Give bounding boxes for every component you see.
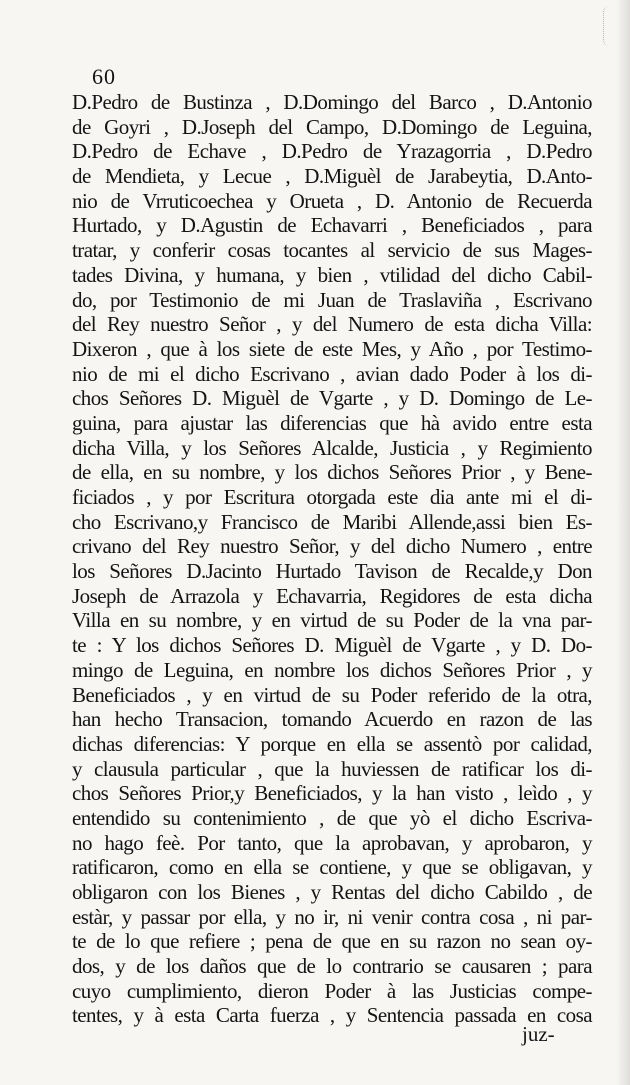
text-line: tratar, y conferir cosas tocantes al servicio de sus Mages- <box>72 238 592 263</box>
text-line: dichas diferencias: Y porque en ella se assentò por calidad, <box>72 731 592 756</box>
text-line: dicha Villa, y los Señores Alcalde, Justicia , y Regimiento <box>72 435 592 460</box>
text-line: de Goyri , D.Joseph del Campo, D.Domingo de Leguina, <box>72 114 592 139</box>
text-line: de ella, en su nombre, y los dichos Señores Prior , y Bene- <box>72 460 592 485</box>
text-line: Hurtado, y D.Agustin de Echavarri , Beneficiados , para <box>72 213 592 238</box>
text-line: Dixeron , que à los siete de este Mes, y Año , por Testimo- <box>72 336 592 361</box>
text-line: tades Divina, y humana, y bien , vtilidad del dicho Cabil- <box>72 262 592 287</box>
text-line: guina, para ajustar las diferencias que hà avido entre esta <box>72 410 592 435</box>
text-line: estàr, y passar por ella, y no ir, ni venir contra cosa , ni par- <box>72 904 592 929</box>
corner-binding-mark <box>603 6 618 46</box>
text-line: chos Señores D. Miguèl de Vgarte , y D. Domingo de Le- <box>72 386 592 411</box>
text-line: do, por Testimonio de mi Juan de Traslaviña , Escrivano <box>72 287 592 312</box>
text-line: te : Y los dichos Señores D. Miguèl de Vgarte , y D. Do- <box>72 633 592 658</box>
catchword: juz- <box>522 1022 555 1046</box>
text-line: de Mendieta, y Lecue , D.Miguèl de Jarabeytia, D.Anto- <box>72 164 592 189</box>
text-line: ratificaron, como en ella se contiene, y que se obligavan, y <box>72 855 592 880</box>
text-line: ficiados , y por Escritura otorgada este dia ante mi el di- <box>72 485 592 509</box>
text-line: nio de mi el dicho Escrivano , avian dado Poder à los di- <box>72 361 592 386</box>
text-line: Villa en su nombre, y en virtud de su Poder de la vna par- <box>72 608 592 633</box>
text-line: cho Escrivano,y Francisco de Maribi Allende,assi bien Es- <box>72 509 592 534</box>
text-line: D.Pedro de Echave , D.Pedro de Yrazagorria , D.Pedro <box>72 139 592 164</box>
text-line: han hecho Transacion, tomando Acuerdo en razon de las <box>72 707 592 732</box>
text-line: chos Señores Prior,y Beneficiados, y la han visto , leìdo , y <box>72 781 592 806</box>
body-text <box>72 90 592 1028</box>
text-line: nio de Vrruticoechea y Orueta , D. Antonio de Recuerda <box>72 188 592 213</box>
text-line: entendido su contenimiento , de que yò el dicho Escriva- <box>72 805 592 830</box>
text-line: dos, y de los daños que de lo contrario se causaren ; para <box>72 954 592 979</box>
text-line: y clausula particular , que la huviessen de ratificar los di- <box>72 756 592 781</box>
text-line: Beneficiados , y en virtud de su Poder referido de la otra, <box>72 682 592 707</box>
page-number: 60 <box>92 64 116 89</box>
text-line: los Señores D.Jacinto Hurtado Tavison de Recalde,y Don <box>72 559 592 584</box>
text-line: del Rey nuestro Señor , y del Numero de esta dicha Villa: <box>72 312 592 337</box>
text-line: crivano del Rey nuestro Señor, y del dicho Numero , entre <box>72 534 592 559</box>
text-line: Joseph de Arrazola y Echavarria, Regidores de esta dicha <box>72 583 592 608</box>
text-line: te de lo que refiere ; pena de que en su razon no sean oy- <box>72 929 592 954</box>
text-line: no hago feè. Por tanto, que la aprobavan, y aprobaron, y <box>72 830 592 855</box>
text-line: mingo de Leguina, en nombre los dichos Señores Prior , y <box>72 657 592 682</box>
text-line: obligaron con los Bienes , y Rentas del dicho Cabildo , de <box>72 880 592 904</box>
text-line: tentes, y à esta Carta fuerza , y Sentencia passada en cosa <box>72 1003 592 1028</box>
text-line: cuyo cumplimiento, dieron Poder à las Justicias compe- <box>72 978 592 1003</box>
text-line: D.Pedro de Bustinza , D.Domingo del Barco , D.Antonio <box>72 90 592 114</box>
page-edge-shadow <box>616 0 630 1085</box>
